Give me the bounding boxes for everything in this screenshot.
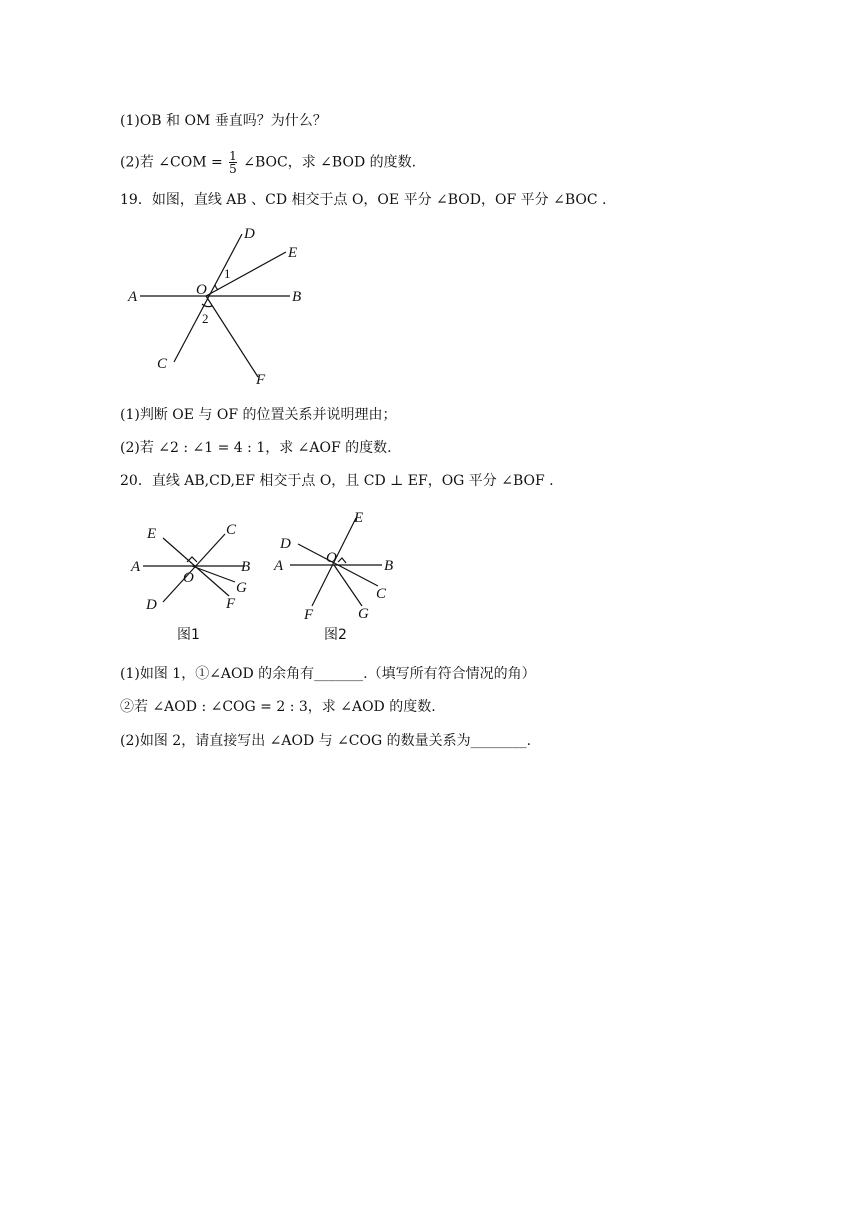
q20-part1a: (1)如图 1，①∠AOD 的余角有_______.（填写所有符合情况的角）	[120, 666, 536, 682]
label-o: O	[326, 550, 337, 566]
ray-of	[206, 296, 258, 377]
q18-part2	[120, 150, 416, 175]
angle-1-arc	[215, 285, 218, 290]
ray-og	[192, 566, 235, 582]
label-d: D	[280, 536, 291, 552]
q18-part2-pre: (2)若 ∠COM =	[120, 154, 223, 171]
label-g: G	[358, 606, 369, 622]
figure-1-caption: 图1	[177, 627, 200, 643]
fraction-numerator: 1	[229, 149, 237, 163]
label-a: A	[131, 559, 141, 575]
q19-part1: (1)判断 OE 与 OF 的位置关系并说明理由；	[120, 407, 397, 423]
ray-og	[334, 565, 362, 606]
q20-part1b: ②若 ∠AOD : ∠COG = 2 : 3，求 ∠AOD 的度数.	[120, 699, 436, 715]
fraction-one-fifth	[229, 150, 237, 175]
label-c: C	[376, 586, 387, 602]
q18-part2-post: ∠BOC，求 ∠BOD 的度数.	[243, 154, 417, 171]
q19-figure	[120, 222, 320, 392]
label-o: O	[196, 282, 207, 298]
q20-stem: 20．直线 AB,CD,EF 相交于点 O，且 CD ⊥ EF，OG 平分 ∠BOF .	[120, 473, 554, 489]
label-f: F	[256, 372, 266, 388]
q19-part2: (2)若 ∠2 : ∠1 = 4 : 1，求 ∠AOF 的度数.	[120, 440, 392, 456]
label-b: B	[384, 558, 394, 574]
q20-figure-1	[125, 512, 265, 652]
label-b: B	[241, 559, 251, 575]
label-c: C	[157, 356, 168, 372]
label-e: E	[354, 510, 364, 526]
label-angle-2: 2	[202, 311, 209, 326]
label-a: A	[274, 558, 284, 574]
label-f: F	[226, 596, 236, 612]
q20-figure-2	[270, 506, 410, 652]
q20-part2: (2)如图 2，请直接写出 ∠AOD 与 ∠COG 的数量关系为________.	[120, 733, 532, 749]
label-angle-1: 1	[224, 266, 231, 281]
right-angle-mark	[187, 557, 197, 562]
right-angle-mark	[338, 558, 346, 563]
label-e: E	[288, 245, 298, 261]
label-e: E	[147, 526, 157, 542]
fraction-denominator: 5	[229, 162, 237, 176]
q18-part1: (1)OB 和 OM 垂直吗？为什么？	[120, 113, 327, 129]
label-g: G	[236, 580, 247, 596]
label-a: A	[128, 289, 138, 305]
label-b: B	[292, 289, 302, 305]
line-cd	[163, 534, 225, 602]
label-d: D	[244, 226, 255, 242]
figure-2-caption: 图2	[324, 627, 347, 643]
label-c: C	[226, 522, 237, 538]
label-f: F	[304, 607, 314, 623]
line-cd	[174, 234, 242, 362]
label-d: D	[146, 597, 157, 613]
q19-stem: 19．如图，直线 AB 、CD 相交于点 O，OE 平分 ∠BOD，OF 平分 ∠BOC .	[120, 192, 607, 208]
label-o: O	[183, 570, 194, 586]
